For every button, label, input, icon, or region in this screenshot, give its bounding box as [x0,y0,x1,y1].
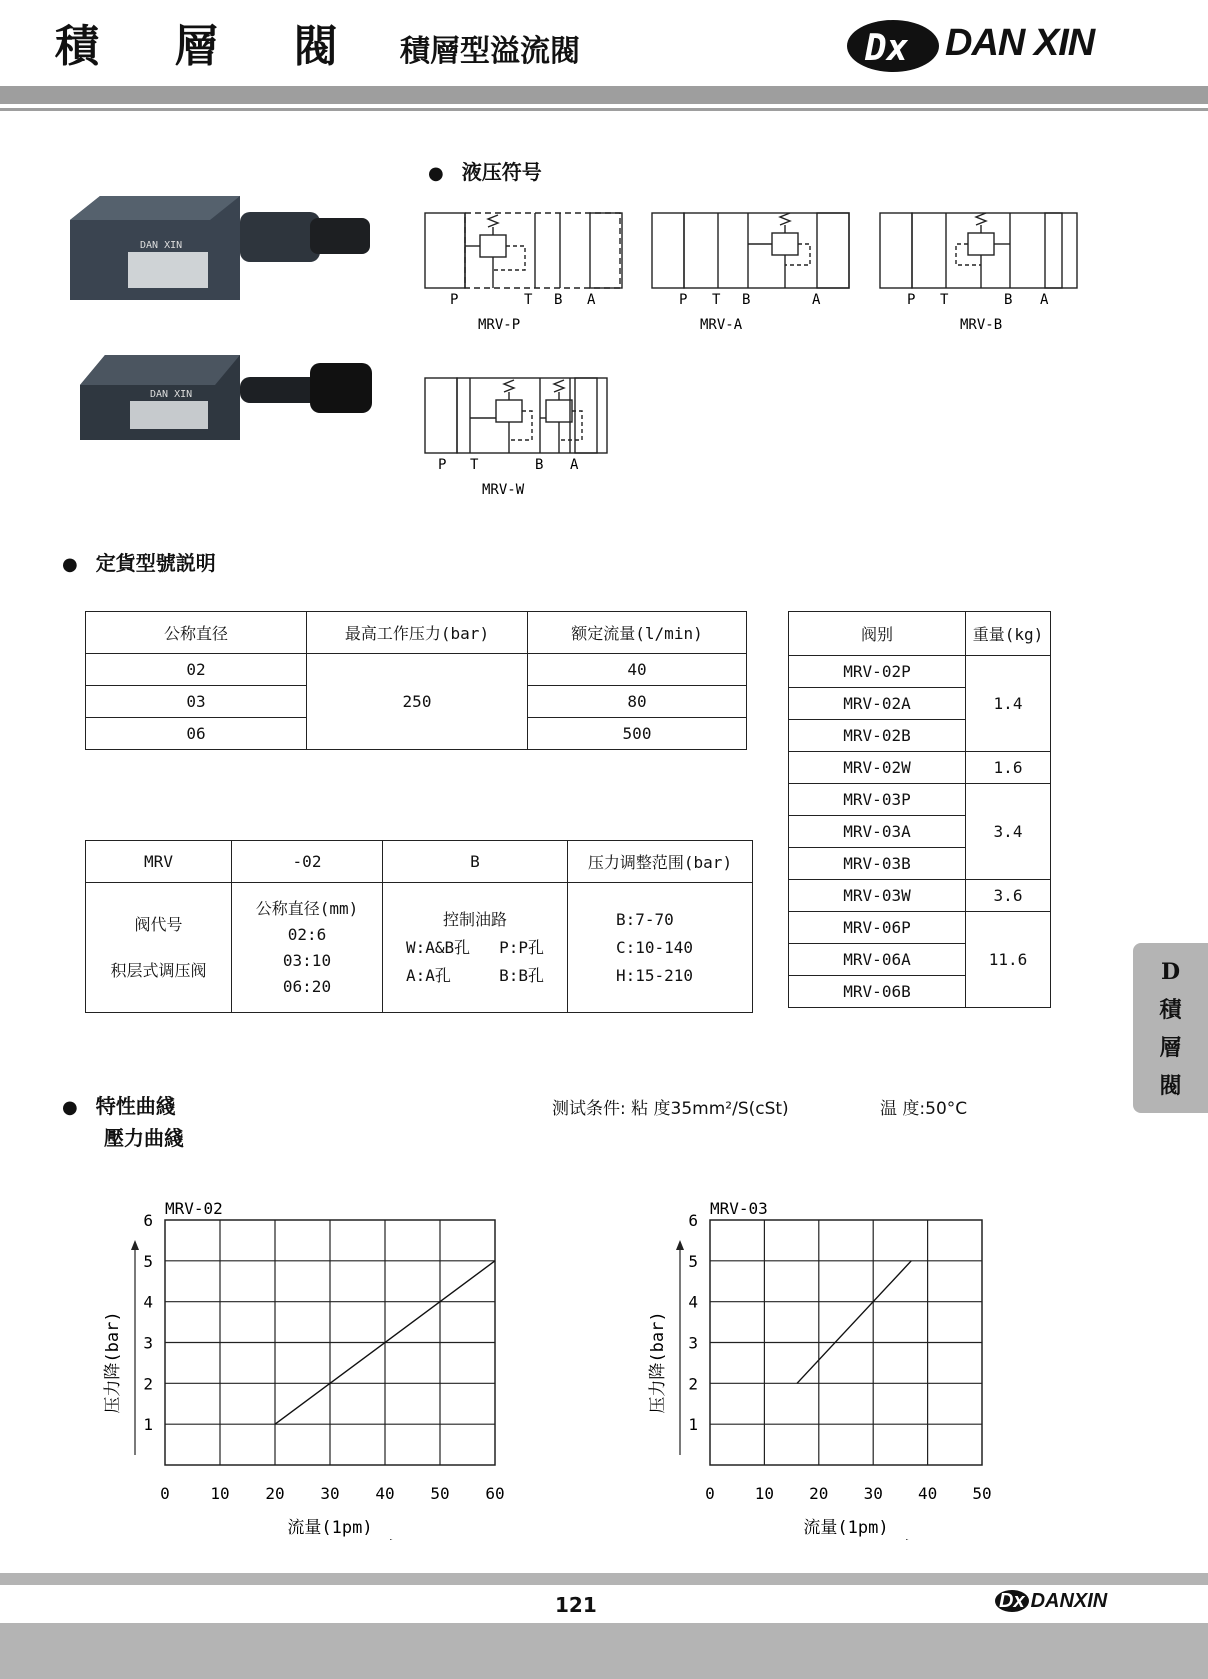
code-series-label: 阀代号 [134,914,183,934]
footer-logo-text: DANXIN [1030,1590,1108,1612]
x-tick-label: 60 [485,1484,505,1503]
weight-model-cell: MRV-02W [789,752,966,784]
test-temperature: 温 度:50°C [880,1099,968,1119]
code-header-circuit: B [383,841,568,883]
symbol-mrv-b [880,213,1077,333]
code-header-size: -02 [232,841,383,883]
code-circuit-item: W:A&B孔 [406,937,471,957]
code-series-desc: 积层式调压阀 [110,960,207,980]
port-p-label: P [450,292,459,308]
section-side-tab[interactable] [1133,943,1208,1113]
footer-logo-mark: Dx [995,1590,1029,1612]
y-tick-label: 4 [688,1292,698,1312]
spec-flow-cell: 80 [528,686,747,718]
symbols-heading: ● 液压符号 [428,156,542,185]
spec-pressure-cell: 250 [307,654,528,750]
symbol-mrv-a [652,213,849,333]
x-tick-label: 10 [210,1484,230,1503]
port-b-label: B [554,292,563,308]
y-tick-label: 6 [143,1211,153,1230]
x-tick-label: 40 [375,1484,395,1503]
weight-model-cell: MRV-03A [789,816,966,848]
port-t-label: T [524,292,533,308]
code-size-item: 03:10 [282,950,332,970]
code-circuit-row-1 [383,934,567,962]
x-tick-label: 10 [754,1484,775,1503]
spec-header-flow: 额定流量(l/min) [528,612,747,654]
code-table [85,840,753,1013]
weight-header-weight: 重量(kg) [966,612,1051,656]
header-rule-thin [0,108,1208,111]
weight-value-cell: 3.6 [966,880,1051,912]
x-tick-label: 0 [705,1484,715,1503]
symbol-mrv-w [420,370,640,500]
spec-diameter-cell: 03 [86,686,307,718]
y-tick-label: 3 [688,1333,698,1353]
x-tick-label: 50 [972,1484,992,1503]
y-tick-label: 5 [688,1251,698,1271]
side-tab-char: 積 [1159,997,1182,1023]
x-tick-label: 0 [160,1484,170,1503]
side-tab-char: D [1160,959,1181,985]
weight-model-cell: MRV-06A [789,944,966,976]
model-heading: ● 定貨型號説明 [62,547,216,576]
y-tick-label: 2 [688,1374,698,1394]
x-tick-label: 30 [863,1484,883,1503]
port-a-label: A [1040,292,1049,308]
weight-value-cell: 11.6 [966,912,1051,1008]
side-tab-char: 閥 [1159,1073,1182,1099]
port-p-label: P [438,457,447,473]
code-size-item: 02:6 [287,924,327,944]
footer-band [0,1623,1208,1679]
port-a-label: A [587,292,596,308]
code-series-cell [86,883,232,1013]
port-b-label: B [742,292,751,308]
y-axis-label: 压力降(bar) [103,1311,123,1414]
symbol-name: MRV-B [960,317,1003,333]
page-subtitle: 積層型溢流閥 [400,34,580,69]
page-number: 121 [555,1593,597,1617]
photo-label-2: DAN XIN [150,389,193,400]
y-axis-arrowhead [131,1240,139,1250]
photo-label-1: DAN XIN [140,240,183,251]
y-tick-label: 3 [143,1333,153,1353]
y-axis-arrowhead [676,1240,684,1250]
x-axis-arrowhead [390,1539,400,1540]
weight-value-cell: 3.4 [966,784,1051,880]
code-size-item: 06:20 [282,976,332,996]
symbol-name: MRV-A [700,317,743,333]
port-t-label: T [940,292,949,308]
port-a-label: A [570,457,579,473]
weight-model-cell: MRV-03P [789,784,966,816]
spec-flow-cell: 40 [528,654,747,686]
weight-table [788,611,1051,1008]
logo-text: DAN XIN [945,22,1095,64]
code-circuit-row-2 [383,962,567,990]
spec-diameter-cell: 06 [86,718,307,750]
product-photo-1 [70,190,380,320]
footer-rule [0,1573,1208,1585]
spec-flow-cell: 500 [528,718,747,750]
y-tick-label: 5 [143,1251,153,1271]
footer-logo [995,1590,1107,1613]
weight-value-cell: 1.4 [966,656,1051,752]
x-tick-label: 20 [265,1484,285,1503]
curves-subheading: 壓力曲綫 [104,1126,184,1150]
spec-table [85,611,747,750]
code-range-item: B:7-70 [616,909,674,929]
weight-model-cell: MRV-03W [789,880,966,912]
x-tick-label: 40 [917,1484,938,1503]
code-header-range: 压力调整范围(bar) [568,841,753,883]
port-b-label: B [535,457,544,473]
port-p-label: P [907,292,916,308]
code-circuit-item: B:B孔 [499,965,544,985]
x-tick-label: 30 [320,1484,340,1503]
chart-mrv-02 [90,1200,530,1540]
weight-model-cell: MRV-02A [789,688,966,720]
weight-model-cell: MRV-06P [789,912,966,944]
curves-heading: ● 特性曲綫 [62,1090,176,1119]
series-line [797,1261,911,1384]
product-photo-2 [80,345,390,460]
brand-logo [845,10,1125,74]
port-p-label: P [679,292,688,308]
weight-model-cell: MRV-03B [789,848,966,880]
side-tab-char: 層 [1159,1035,1182,1061]
weight-model-cell: MRV-06B [789,976,966,1008]
code-range-item: H:15-210 [616,965,694,985]
y-tick-label: 1 [688,1415,698,1435]
y-axis-label: 压力降(bar) [648,1311,668,1414]
code-header-series: MRV [86,841,232,883]
code-size-cell [232,883,383,1013]
symbol-name: MRV-P [478,317,521,333]
code-range-cell [568,883,753,1013]
y-tick-label: 4 [143,1292,153,1312]
logo-mark-icon [845,10,945,74]
x-axis-label: 流量(1pm) [287,1518,373,1538]
x-axis-label: 流量(1pm) [803,1518,889,1538]
port-t-label: T [470,457,479,473]
y-tick-label: 2 [143,1374,153,1394]
chart-title: MRV-03 [710,1200,768,1218]
symbols-row-1 [420,205,1100,335]
port-t-label: T [712,292,721,308]
y-tick-label: 6 [688,1211,698,1230]
chart-title: MRV-02 [165,1200,223,1218]
symbol-name: MRV-W [482,482,525,498]
header-rule [0,86,1208,104]
page-title: 積 層 閥 [55,21,368,72]
code-circuit-item: A:A孔 [406,965,451,985]
x-axis-arrowhead [906,1539,916,1540]
spec-diameter-cell: 02 [86,654,307,686]
code-range-item: C:10-140 [616,937,694,957]
code-circuit-item: P:P孔 [499,937,544,957]
spec-header-pressure: 最高工作压力(bar) [307,612,528,654]
code-circuit-title: 控制油路 [442,909,507,929]
spec-header-diameter: 公称直径 [86,612,307,654]
port-a-label: A [812,292,821,308]
test-condition: 测试条件: 粘 度35mm²/S(cSt) [552,1099,789,1119]
weight-header-model: 阀别 [789,612,966,656]
chart-mrv-03 [635,1200,1035,1540]
code-circuit-cell [383,883,568,1013]
code-size-title: 公称直径(mm) [255,898,359,918]
logo-mark-text: Dx [865,28,909,69]
port-b-label: B [1004,292,1013,308]
x-tick-label: 50 [430,1484,450,1503]
symbol-mrv-p [425,213,622,333]
x-tick-label: 20 [809,1484,829,1503]
y-tick-label: 1 [143,1415,153,1435]
weight-model-cell: MRV-02B [789,720,966,752]
weight-value-cell: 1.6 [966,752,1051,784]
weight-model-cell: MRV-02P [789,656,966,688]
